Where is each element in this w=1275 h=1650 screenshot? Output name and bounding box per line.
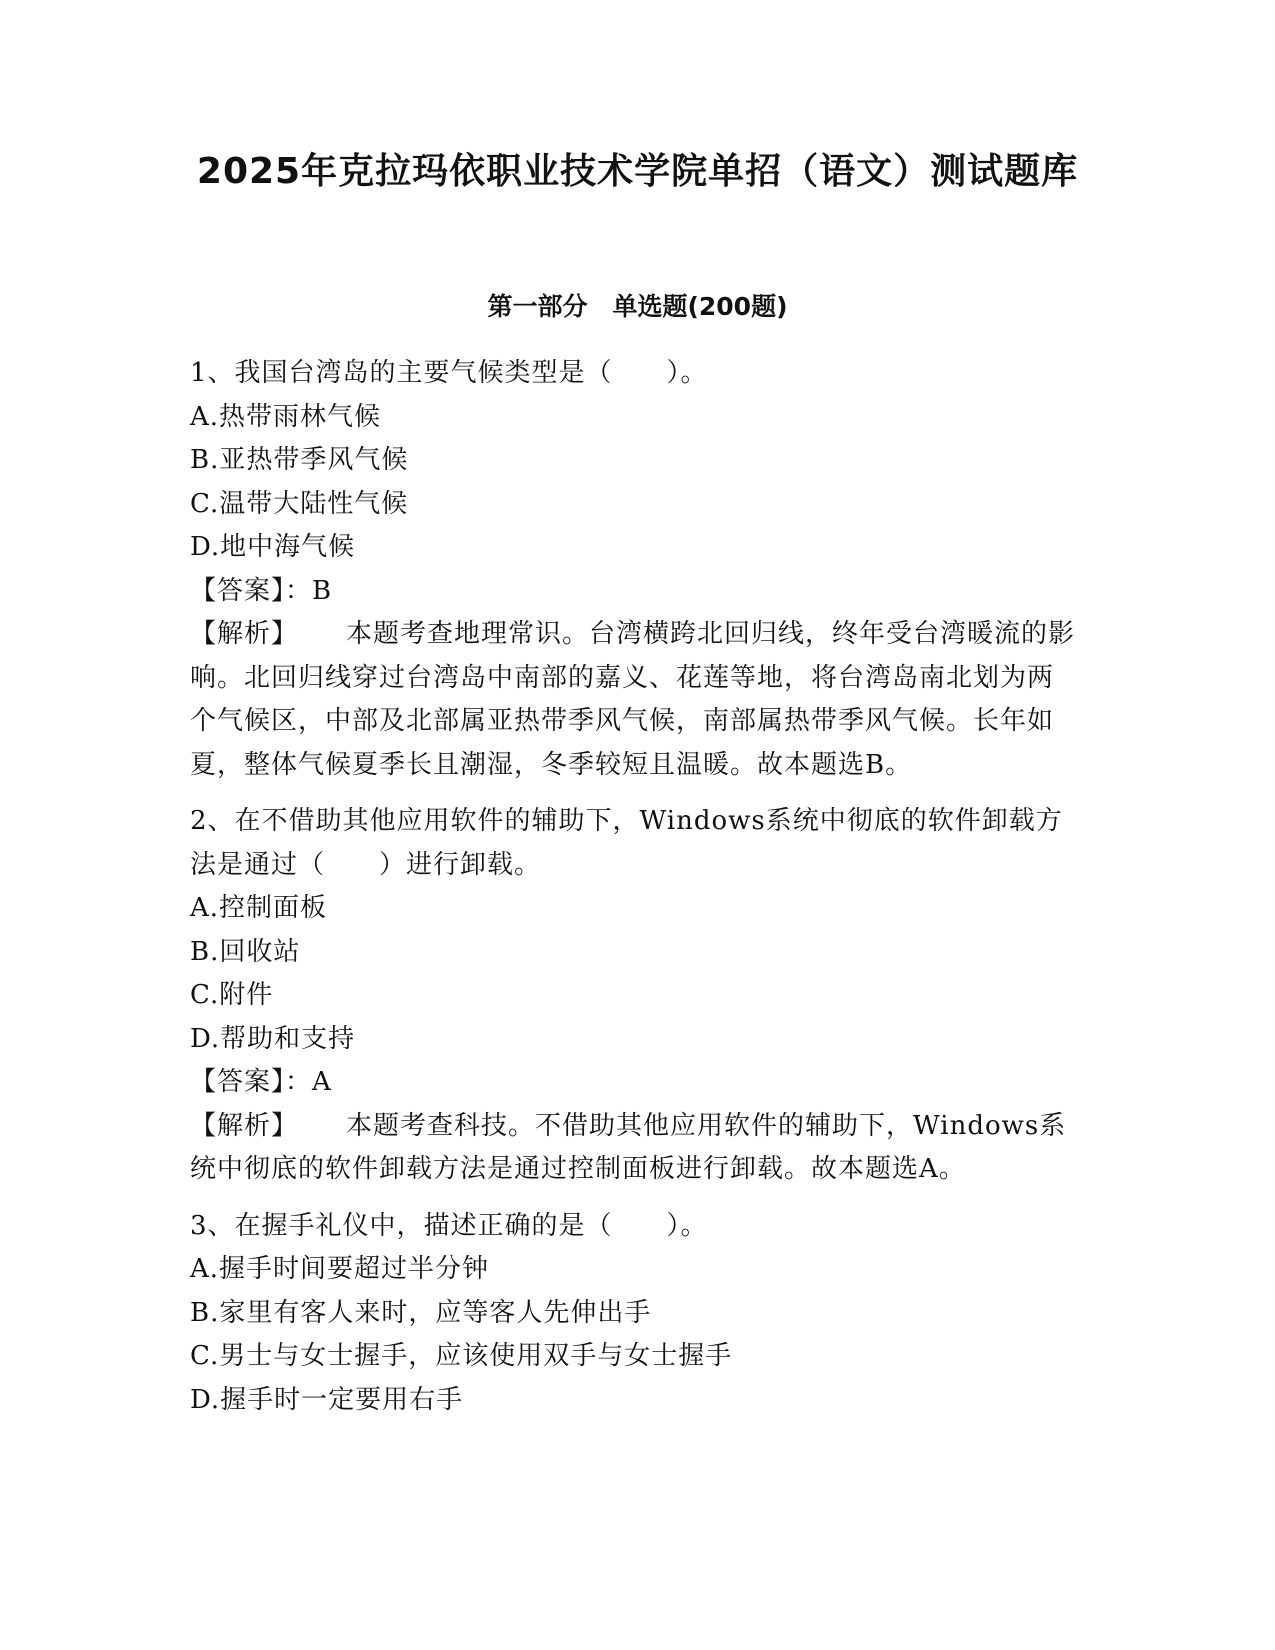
answer-value: ：B xyxy=(285,575,333,606)
question-stem: 3、在握手礼仪中，描述正确的是（ ）。 xyxy=(190,1210,708,1241)
question-list xyxy=(190,352,1080,1435)
question-1 xyxy=(190,352,1080,787)
question-option-b: B.家里有客人来时，应等客人先伸出手 xyxy=(190,1297,652,1328)
answer-label: 【答案】 xyxy=(190,1067,286,1097)
answer-line xyxy=(190,570,1080,614)
question-option-c: C.男士与女士握手，应该使用双手与女士握手 xyxy=(190,1341,733,1371)
analysis-text: 本题考查科技。不借助其他应用软件的辅助下，Windows系统中彻底的软件卸载方法是通过控制面板进行卸载。故本题选A。 xyxy=(190,1110,1067,1184)
question-option-c: C.温带大陆性气候 xyxy=(190,488,409,519)
question-3 xyxy=(190,1205,1080,1423)
question-option-c: C.附件 xyxy=(190,980,274,1010)
document-title: 2025年克拉玛依职业技术学院单招（语文）测试题库 xyxy=(196,151,1079,192)
analysis-label: 【解析】 xyxy=(190,1110,299,1141)
question-option-a: A.控制面板 xyxy=(190,893,328,923)
question-option-d: D.握手时一定要用右手 xyxy=(190,1384,464,1415)
section-title: 第一部分 单选题(200题) xyxy=(487,292,788,321)
answer-line xyxy=(190,1061,1080,1105)
question-option-a: A.热带雨林气候 xyxy=(190,401,382,432)
question-option-b: B.亚热带季风气候 xyxy=(190,445,409,475)
question-2 xyxy=(190,800,1080,1192)
question-option-a: A.握手时间要超过半分钟 xyxy=(190,1254,490,1284)
answer-value: ：A xyxy=(285,1067,332,1097)
analysis-label: 【解析】 xyxy=(190,619,299,649)
question-option-d: D.帮助和支持 xyxy=(190,1023,356,1054)
analysis-paragraph xyxy=(190,613,1080,787)
answer-label: 【答案】 xyxy=(190,575,286,606)
analysis-text: 本题考查地理常识。台湾横跨北回归线，终年受台湾暖流的影响。北回归线穿过台湾岛中南部的嘉义、花莲等地，将台湾岛南北划为两个气候区，中部及北部属亚热带季风气候，南部属热带季风气候。长年如夏，整体气候夏季长且潮湿，冬季较短且温暖。故本题选B。 xyxy=(190,619,1076,780)
analysis-paragraph xyxy=(190,1105,1080,1192)
question-stem: 2、在不借助其他应用软件的辅助下，Windows系统中彻底的软件卸载方法是通过（ ）进行卸载。 xyxy=(190,806,1063,880)
question-option-b: B.回收站 xyxy=(190,936,301,967)
question-option-d: D.地中海气候 xyxy=(190,532,356,562)
question-stem: 1、我国台湾岛的主要气候类型是（ ）。 xyxy=(190,358,708,388)
